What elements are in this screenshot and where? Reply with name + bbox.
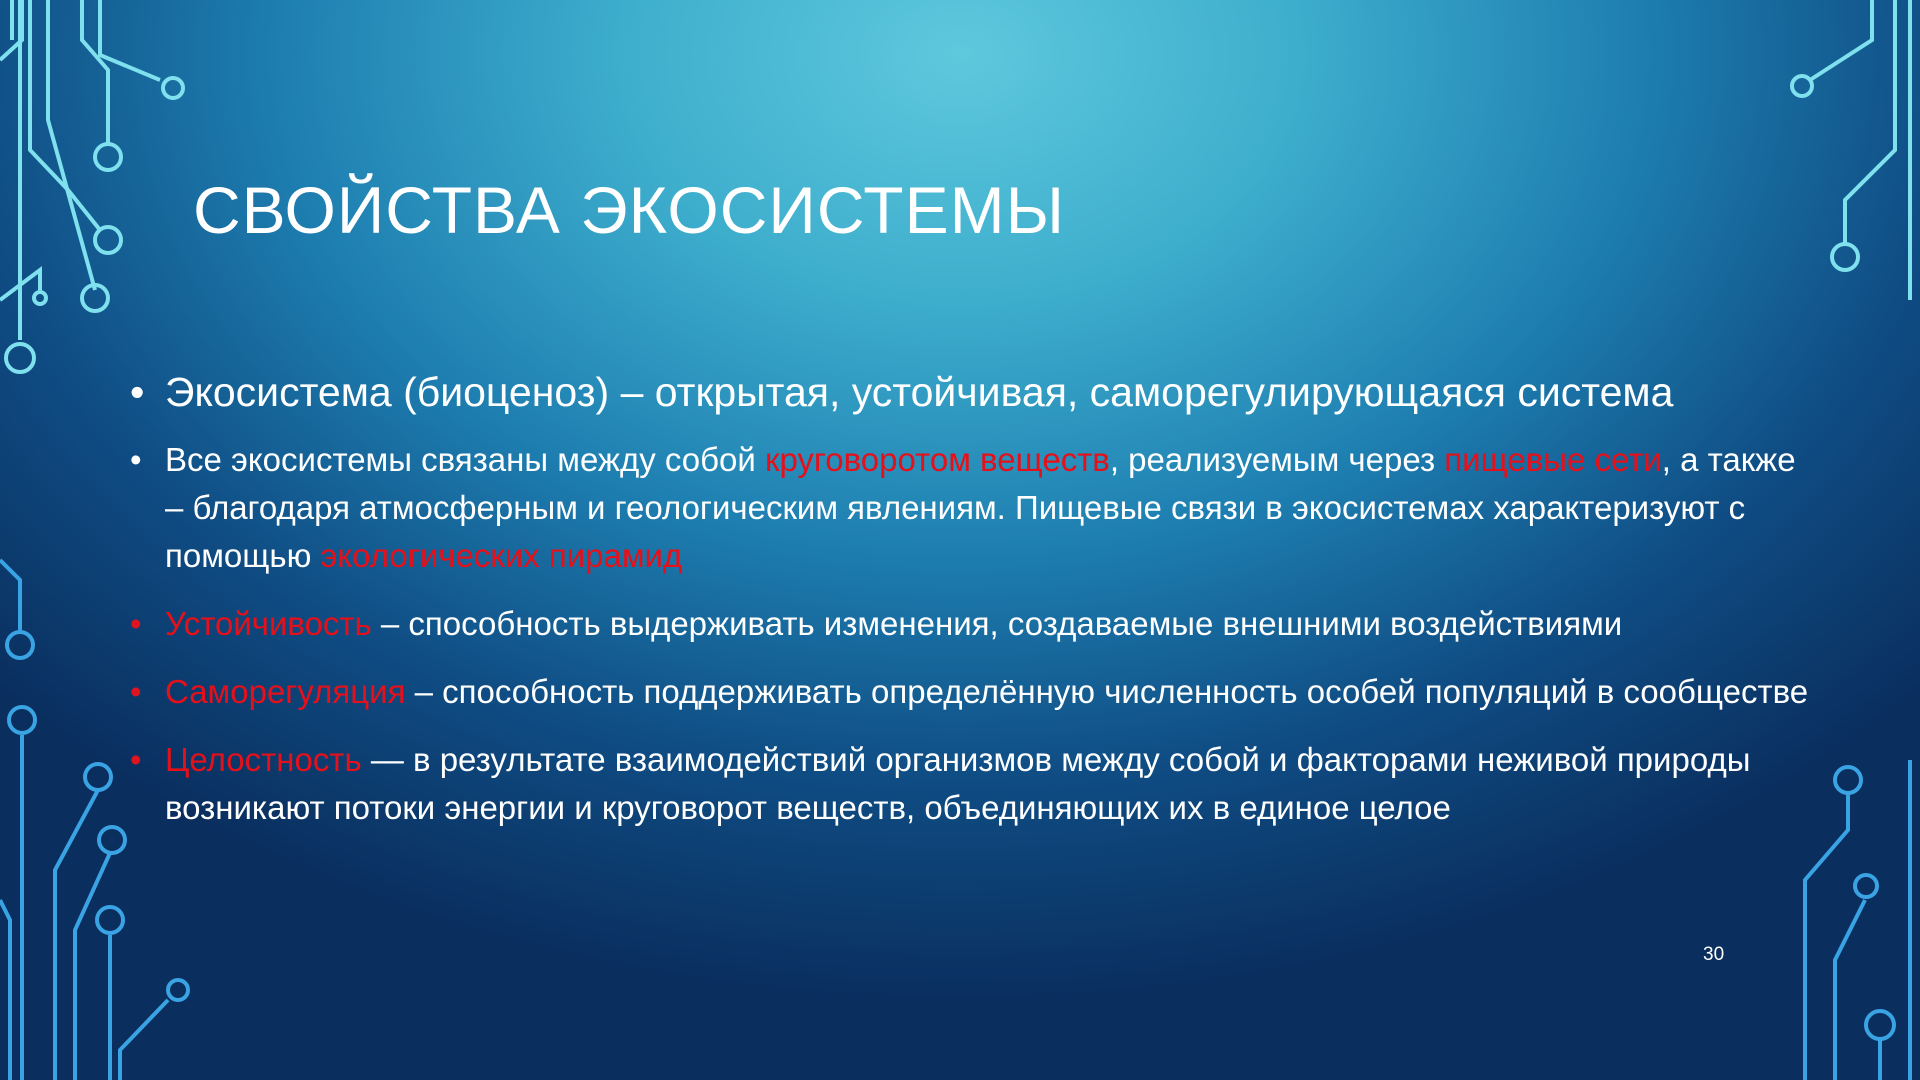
- bullet-text: – способность поддерживать определённую численность особей популяций в сообществе: [405, 673, 1809, 710]
- bullet-text: , реализуемым через: [1109, 441, 1445, 478]
- bullet-dot: •: [130, 369, 145, 415]
- page-number: 30: [1703, 944, 1725, 965]
- highlight-cycle-of-substances: круговоротом веществ: [765, 441, 1110, 478]
- bullet-text: Экосистема (биоценоз) – открытая, устойчивая, саморегулирующаяся система: [165, 369, 1674, 415]
- bullet-cycle-of-substances: [130, 436, 1810, 580]
- circuit-top-right: [1792, 0, 1910, 300]
- bullet-self-regulation: [130, 668, 1810, 716]
- slide-title: СВОЙСТВА ЭКОСИСТЕМЫ: [193, 173, 1066, 247]
- bullet-ecosystem-definition: [130, 362, 1810, 422]
- bullet-text: , а также – благодаря атмосферным и геологическим явлениям. Пищевые связи в экосистемах характеризуют с помощью: [165, 441, 1796, 574]
- bullet-dot: •: [130, 741, 142, 778]
- term-integrity: Целостность: [165, 741, 362, 778]
- bullet-text: — в результате взаимодействий организмов между собой и факторами неживой природы возникают потоки энергии и круговорот веществ, объединяющих их в единое целое: [165, 741, 1751, 826]
- bullet-dot: •: [130, 441, 142, 478]
- bullet-integrity: [130, 736, 1810, 832]
- bullet-dot: •: [130, 605, 142, 642]
- bullet-text: Все экосистемы связаны между собой: [165, 441, 766, 478]
- circuit-bottom-right: [1805, 760, 1910, 1080]
- term-stability: Устойчивость: [165, 605, 372, 642]
- bullet-text: – способность выдерживать изменения, создаваемые внешними воздействиями: [371, 605, 1623, 642]
- highlight-food-webs: пищевые сети: [1444, 441, 1662, 478]
- term-self-regulation: Саморегуляция: [165, 673, 406, 710]
- bullet-stability: [130, 600, 1810, 648]
- bullet-list: [130, 362, 1810, 852]
- highlight-ecological-pyramids: экологических пирамид: [320, 537, 683, 574]
- bullet-dot: •: [130, 673, 142, 710]
- circuit-top-left: [0, 0, 183, 372]
